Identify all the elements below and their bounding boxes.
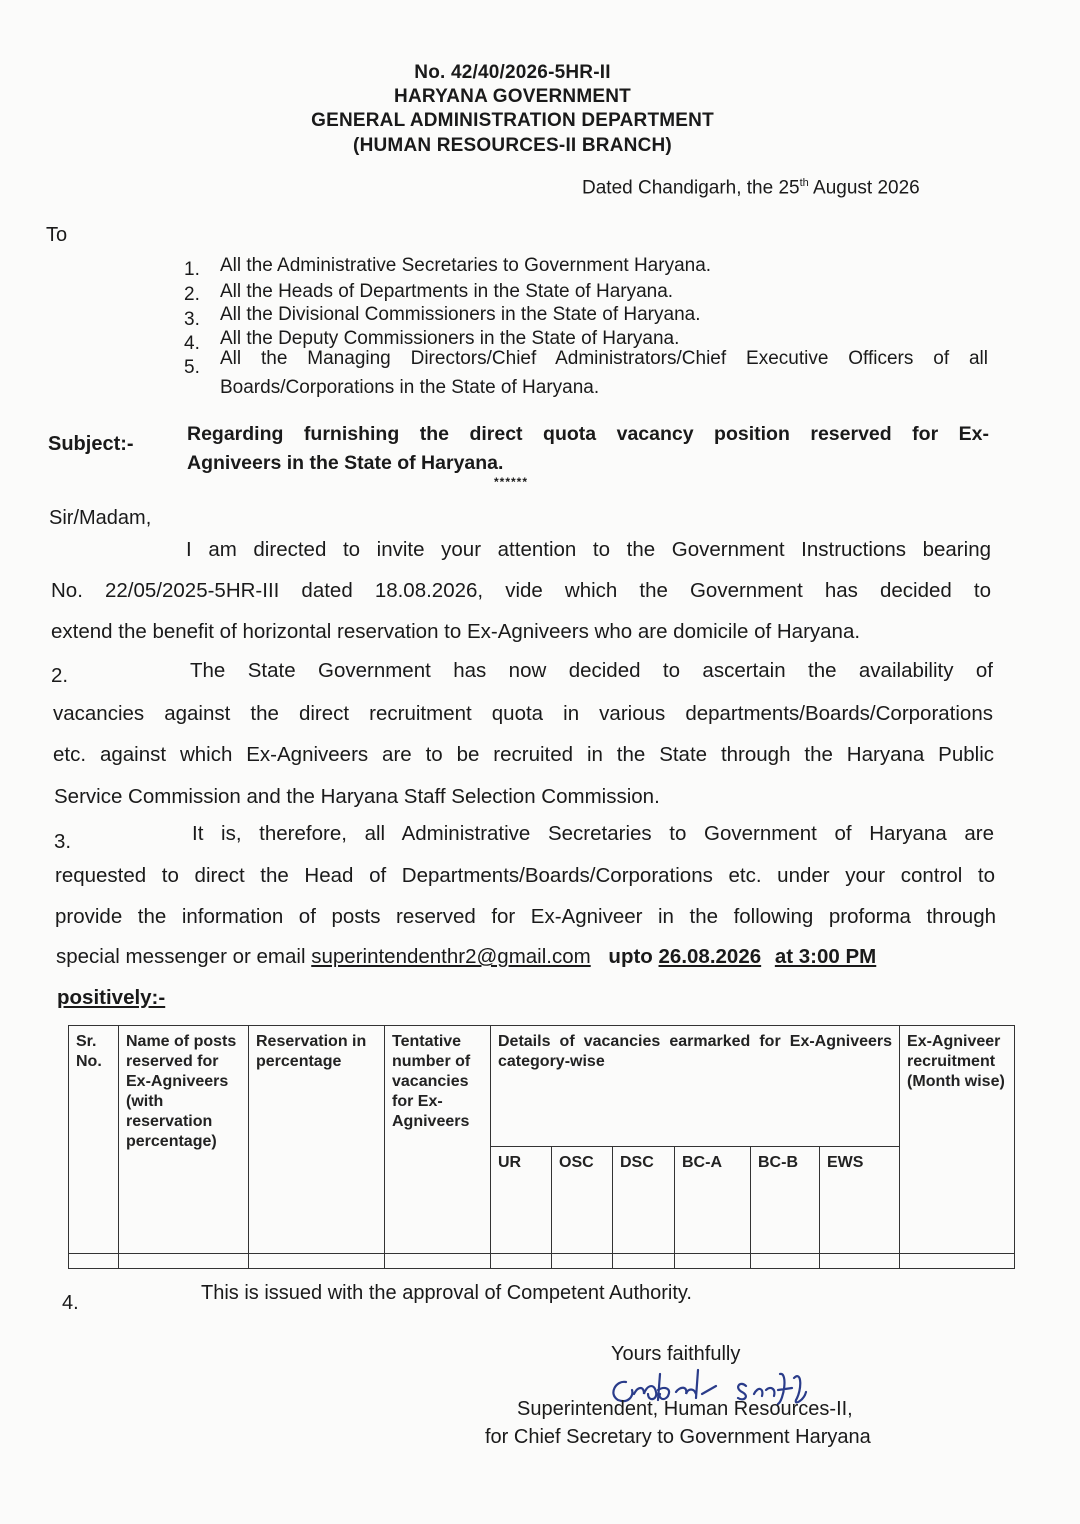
signatory-for-line: for Chief Secretary to Government Haryana (485, 1426, 871, 1448)
para2-line-2: vacancies against the direct recruitment quota in various departments/Boards/Corporations (53, 702, 993, 725)
reference-number: No. 42/40/2026-5HR-II (414, 62, 611, 83)
para2-line-3: etc. against which Ex-Agniveers are to be recruited in the State through the Haryana Public (53, 743, 994, 766)
para3-line-4: special messenger or email superintendenthr2@gmail.com upto 26.08.2026 at 3:00 PM (56, 945, 877, 968)
subject-stars: ****** (494, 475, 529, 489)
subject-line-1: Regarding furnishing the direct quota vacancy position reserved for Ex- (187, 423, 989, 445)
para3-line-3: provide the information of posts reserved for Ex-Agniveer in the following proforma through (55, 905, 996, 928)
signatory-designation: Superintendent, Human Resources-II, (517, 1398, 853, 1420)
category-ur: UR (491, 1146, 552, 1253)
table-row (69, 1253, 1015, 1268)
issue-date: Dated Chandigarh, the 25th August 2026 (582, 177, 920, 199)
subject-line-2: Agniveers in the State of Haryana. (187, 452, 504, 474)
category-bc-a: BC-A (675, 1146, 751, 1253)
yours-faithfully: Yours faithfully (611, 1343, 741, 1365)
para1-line-1: I am directed to invite your attention to the Government Instructions bearing (186, 538, 991, 561)
deadline-date: 26.08.2026 (658, 945, 762, 968)
email-link[interactable]: superintendenthr2@gmail.com (311, 945, 591, 968)
para1-line-3: extend the benefit of horizontal reservation to Ex-Agniveers who are domicile of Haryana. (51, 620, 861, 643)
para2-line-1: The State Government has now decided to ascertain the availability of (190, 659, 993, 682)
header-recruitment: Ex-Agniveer recruitment (Month wise) (900, 1026, 1015, 1254)
to-label: To (46, 224, 68, 246)
header-reservation: Reservation in percentage (249, 1026, 385, 1254)
para2-line-4: Service Commission and the Haryana Staff Selection Commission. (54, 785, 660, 808)
header-sr-no: Sr. No. (69, 1026, 119, 1254)
header-tentative: Tentative number of vacancies for Ex-Agniveers (385, 1026, 491, 1254)
para3-line-1: It is, therefore, all Administrative Secretaries to Government of Haryana are (192, 822, 994, 845)
para1-line-2: No. 22/05/2025-5HR-III dated 18.08.2026, vide which the Government has decided to (51, 579, 991, 602)
proforma-table (68, 1025, 1015, 1269)
category-bc-b: BC-B (751, 1146, 820, 1253)
category-dsc: DSC (613, 1146, 675, 1253)
category-osc: OSC (552, 1146, 613, 1253)
header-post-name: Name of posts reserved for Ex-Agniveers (with reservation percentage) (119, 1026, 249, 1254)
salutation: Sir/Madam, (49, 507, 152, 529)
category-ews: EWS (820, 1146, 900, 1253)
subject-label: Subject:- (48, 433, 134, 455)
department-name: GENERAL ADMINISTRATION DEPARTMENT (311, 110, 714, 131)
para4-number: 4. (62, 1292, 79, 1314)
header-details: Details of vacancies earmarked for Ex-Agniveers category-wise (491, 1026, 900, 1147)
deadline-time: at 3:00 PM (774, 945, 877, 968)
para3-number: 3. (54, 830, 72, 853)
para2-number: 2. (51, 664, 69, 687)
para4-text: This is issued with the approval of Competent Authority. (201, 1282, 692, 1304)
branch-name: (HUMAN RESOURCES-II BRANCH) (353, 135, 672, 156)
government-name: HARYANA GOVERNMENT (394, 86, 631, 107)
para3-line-2: requested to direct the Head of Departments/Boards/Corporations etc. under your control to (55, 864, 995, 887)
positively-label: positively:- (57, 986, 166, 1009)
